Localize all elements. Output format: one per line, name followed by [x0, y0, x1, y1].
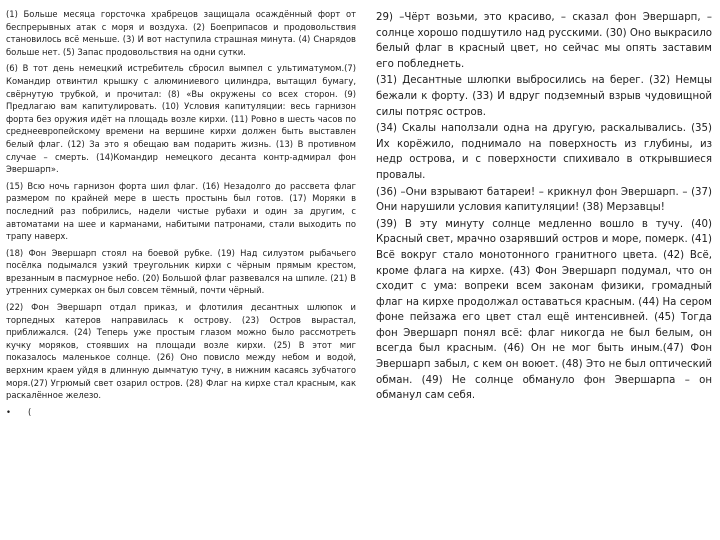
bullet-line: [6, 406, 356, 419]
paragraph-31-33: (31) Десантные шлюпки выбросились на берег. (32) Немцы бежали к форту. (33) И вдруг подземный взрыв чудовищной силы потряс остров.: [376, 75, 712, 118]
paragraph-1-5: (1) Больше месяца горсточка храбрецов защищала осаждённый форт от беспрерывных атак с моря и воздуха. (2) Боеприпасов и продовольствия становилось всё меньше. (3) И вот наступила страшная минута. (4) Снарядов больше нет. (5) Запас продовольствия на одни сутки.: [6, 9, 356, 57]
paragraph-15-17: (15) Всю ночь гарнизон форта шил флаг. (16) Незадолго до рассвета флаг размером по крайней мере в шесть простынь был готов. (17) Моряки в последний раз побрились, надели чистые рубахи и один за другим, с автоматами на шее и карманами, набитыми патронами, стали выходить по трапу наверх.: [6, 180, 356, 242]
paragraph-6-14: (6) В тот день немецкий истребитель сбросил вымпел с ультиматумом.(7) Командир отвинтил крышку с алюминиевого цилиндра, вытащил бумагу, свёрнутую трубкой, и прочитал: (8) «Вы окружены со всех сторон. (9) Предлагаю вам капитулировать. (10) Условия капитуляции: весь гарнизон форта без оружия идёт на площадь возле кирхи. (11) Ровно в шесть часов по среднеевропейскому времени на вершине кирхи должен быть выставлен белый флаг. (12) За это я обещаю вам подарить жизнь. (13) В противном случае – смерть. (14)Командир немецкого десанта контр-адмирал фон Эвершарп».: [6, 63, 356, 175]
paragraph-36-38: (36) –Они взрывают батареи! – крикнул фон Эвершарп. – (37) Они нарушили условия капитуляции! (38) Мерзавцы!: [376, 186, 712, 214]
bullet-text: (: [28, 406, 32, 417]
paragraph-29-30: 29) –Чёрт возьми, это красиво, – сказал фон Эвершарп, – солнце хорошо подшутило над русскими. (30) Оно выкрасило белый флаг в красный цвет, но сейчас мы опять заставим его побледнеть.: [376, 12, 712, 70]
bullet-icon: •: [6, 406, 11, 417]
paragraph-34-35: (34) Скалы наползали одна на другую, раскалывались. (35) Их корёжило, поднимало на поверхность из глубины, из недр острова, и с поверхности спихивало в открывшиеся провалы.: [376, 123, 712, 181]
paragraph-22-28: (22) Фон Эвершарп отдал приказ, и флотилия десантных шлюпок и торпедных катеров направилась к острову. (23) Остров вырастал, приближался. (24) Теперь уже простым глазом можно было рассмотреть кучку моряков, стоявших на площади возле кирхи. (25) В этот миг показалось маленькое солнце. (26) Оно повисло между небом и водой, верхним краем уйдя в длинную дымчатую тучу, в нижним касаясь зубчатого моря.(27) Угрюмый свет озарил остров. (28) Флаг на кирхе стал красным, как раскалённое железо.: [6, 302, 356, 401]
paragraph-18-21: (18) Фон Эвершарп стоял на боевой рубке. (19) Над силуэтом рыбачьего посёлка подымался узкий треугольник кирхи с чёрным прямым крестом, врезанным в пасмурное небо. (20) Большой флаг развевался на шпиле. (21) В утренних сумерках он был совсем тёмный, почти чёрный.: [6, 247, 356, 296]
paragraph-39-49: (39) В эту минуту солнце медленно вошло в тучу. (40) Красный свет, мрачно озарявший остров и море, померк. (41) Всё вокруг стало монотонного гранитного цвета. (42) Всё, кроме флага на кирхе. (43) Фон Эвершарп подумал, что он сходит с ума: вопреки всем законам физики, громадный флаг на кирхе продолжал оставаться красным. (44) На сером фоне пейзажа его цвет стал ещё интенсивней. (45) Тогда фон Эвершарп понял всё: флаг никогда не был белым, он всегда был красным. (46) Он не мог быть иным.(47) Фон Эвершарп забыл, с кем он воюет. (48) Это не был оптический обман. (49) Не солнце обмануло фон Эвершарпа – он обманул сам себя.: [376, 218, 712, 402]
left-text-column: [6, 8, 356, 422]
right-text-column: [376, 10, 712, 405]
